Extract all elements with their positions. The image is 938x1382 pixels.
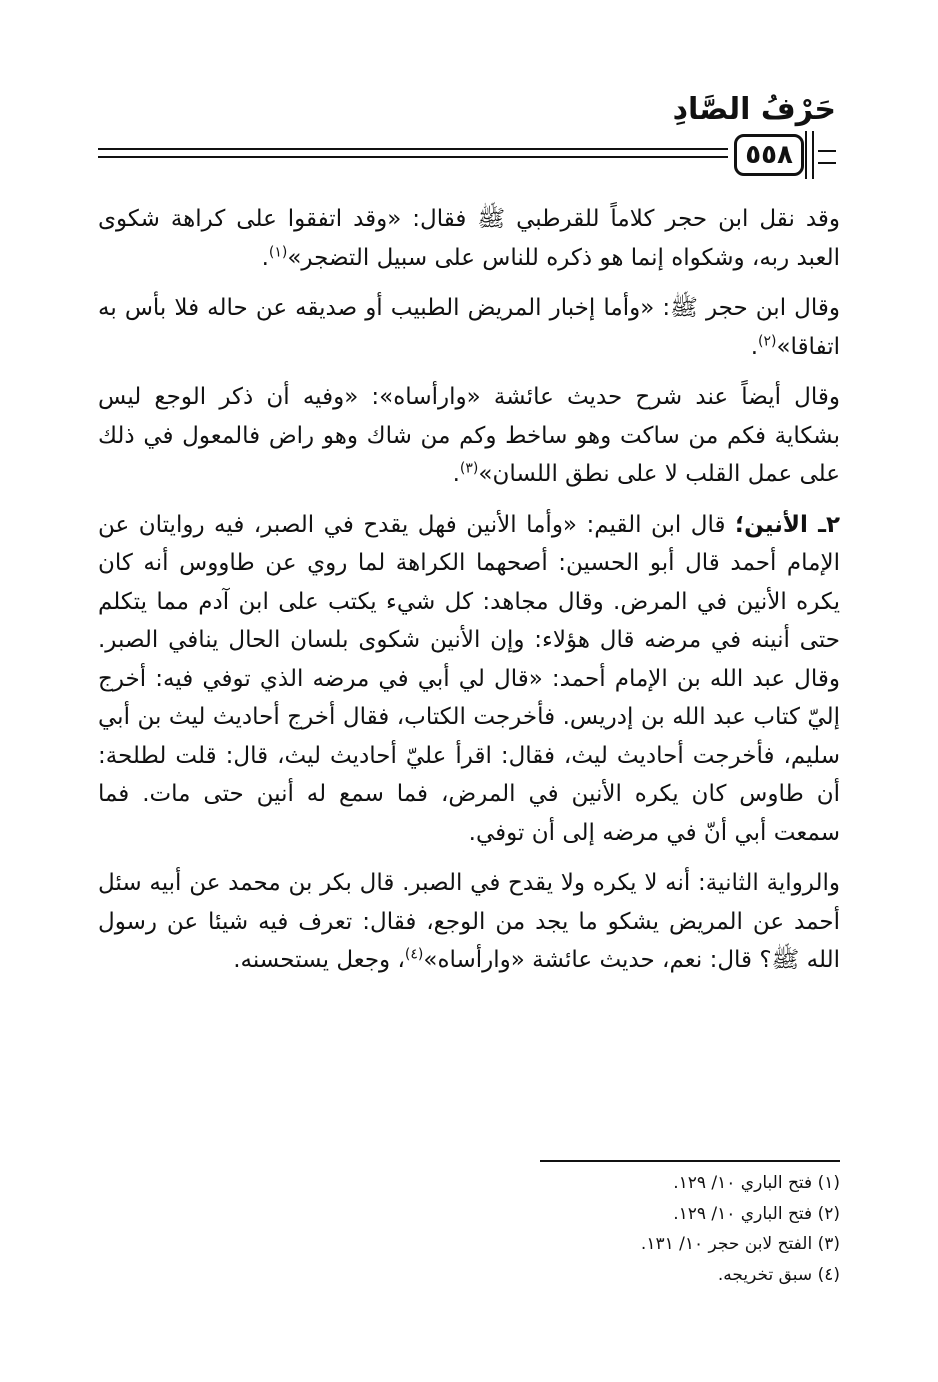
- footnote-3: (٣) الفتح لابن حجر ١٠/ ١٣١.: [640, 1234, 840, 1254]
- header-rule-left-top: [98, 148, 728, 150]
- paragraph-5-end: ، وجعل يستحسنه.: [233, 947, 405, 973]
- paragraph-3-text: وقال أيضاً عند شرح حديث عائشة «وارأساه»: «وفيه أن ذكر الوجع ليس بشكاية فكم من ساكت وهو ساخط وكم من شاك وهو راض فالمعول في ذلك على عمل القلب لا على نطق اللسان»: [98, 384, 840, 487]
- paragraph-2: [98, 289, 840, 366]
- footnote-ref-2: (٢): [758, 332, 777, 349]
- footnote-2: (٢) فتح الباري ١٠/ ١٢٩.: [673, 1203, 840, 1224]
- paragraph-1-end: .: [261, 244, 269, 271]
- page-number: ٥٥٨: [734, 134, 804, 176]
- header-rule-left-bottom: [98, 156, 728, 158]
- footnote-ref-1: (١): [268, 243, 288, 260]
- paragraph-2-end: .: [750, 333, 759, 360]
- footnotes: [420, 1168, 840, 1290]
- footnote-ref-4: (٤): [404, 946, 424, 963]
- header-rule-right: [818, 150, 836, 164]
- paragraph-2-text: وقال ابن حجر ﷺ: «وأما إخبار المريض الطبيب أو صديقه عن حاله فلا بأس به اتفاقا»: [98, 295, 840, 360]
- footnote-1: (١) فتح الباري ١٠/ ١٢٩.: [673, 1173, 840, 1193]
- footnote-ref-3: (٣): [459, 460, 479, 477]
- paragraph-5-text: والرواية الثانية: أنه لا يكره ولا يقدح في الصبر. قال بكر بن محمد عن أبيه سئل أحمد عن المريض يشكو ما يجد من الوجع، فقال: تعرف فيه شيئا عن رسول الله ﷺ؟ قال: نعم، حديث عائشة «وارأساه»: [98, 870, 840, 973]
- paragraph-3: [98, 378, 840, 494]
- paragraph-4-text: قال ابن القيم: «وأما الأنين فهل يقدح في الصبر، فيه روايتان عن الإمام أحمد قال أبو الحسين: أصحهما الكراهة لما روي عن طاووس أنه كان يكره الأنين في المرض. وقال مجاهد: كل شيء يكتب على ابن آدم مما يتكلم حتى أنينه في مرضه قال هؤلاء: وإن الأنين شكوى بلسان الحال ينافي الصبر. وقال عبد الله بن الإمام أحمد: «قال لي أبي في مرضه الذي توفي فيه: أخرج إليّ كتاب عبد الله بن إدريس. فأخرجت الكتاب، فقال أخرج أحاديث ليث بن أبي سليم، فأخرجت أحاديث ليث، فقال: اقرأ عليّ أحاديث ليث، قال: قلت لطلحة: أن طاوس كان يكره الأنين في المرض، فما سمع له أنين حتى مات. فما سمعت أبي أنّ في مرضه إلى أن توفي.: [98, 511, 840, 846]
- footnote-4: (٤) سبق تخريجه.: [717, 1264, 840, 1285]
- paragraph-4: [98, 506, 840, 853]
- paragraph-3-end: .: [452, 461, 460, 487]
- main-text: [98, 200, 840, 992]
- footnote-separator: [540, 1160, 840, 1162]
- chapter-title: حَرْفُ الصَّادِ: [672, 92, 836, 127]
- paragraph-1-text: وقد نقل ابن حجر كلاماً للقرطبي ﷺ فقال: «وقد اتفقوا على كراهة شكوى العبد ربه، وشكواه إنما هو ذكره للناس على سبيل التضجر»: [98, 206, 840, 271]
- paragraph-5: [98, 864, 840, 980]
- paragraph-1: [98, 200, 840, 277]
- section-heading-anin: ٢ـ الأنين؛: [734, 511, 840, 538]
